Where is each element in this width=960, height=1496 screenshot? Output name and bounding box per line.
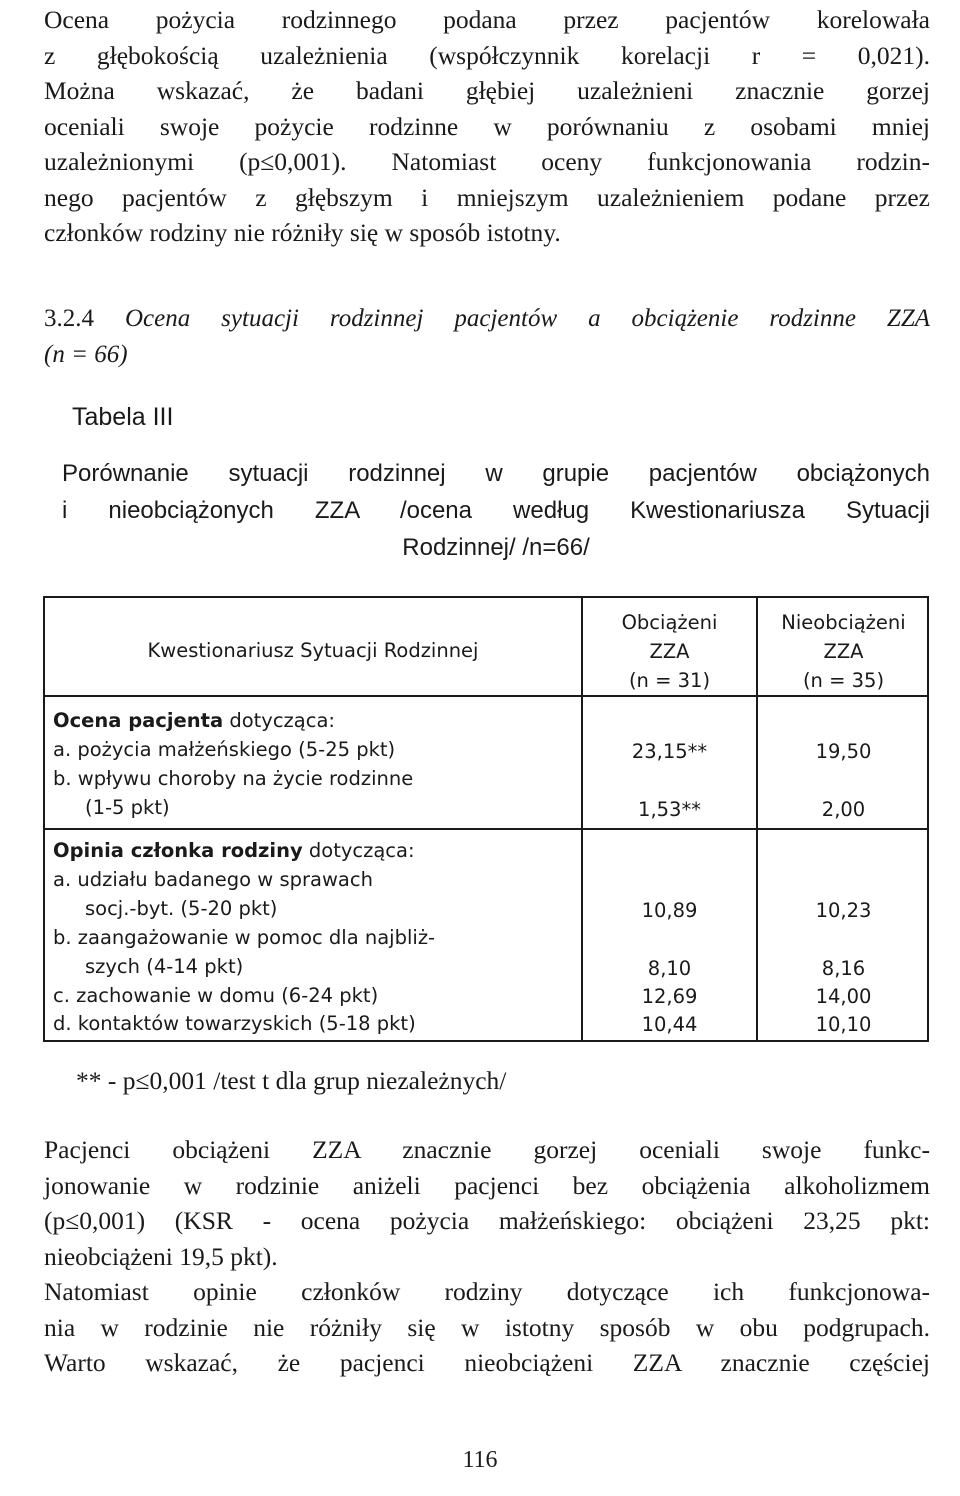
header-col-not-burdened: (n = 35) bbox=[802, 669, 885, 692]
text-line: członków rodziny nie różniły się w sposób istotny. bbox=[44, 218, 561, 247]
caption-line: Porównanie sytuacji rodzinnej w grupie pacjentów obciążonych bbox=[62, 460, 930, 487]
text-line: Można wskazać, że badani głębiej uzależnieni znacznie gorzej bbox=[44, 76, 930, 105]
value-burdened: 8,10 bbox=[647, 957, 692, 980]
row-label: b. wpływu choroby na życie rodzinne bbox=[53, 767, 414, 790]
value-burdened: 10,89 bbox=[641, 899, 698, 922]
header-col-questionnaire: Kwestionariusz Sytuacji Rodzinnej bbox=[147, 639, 479, 662]
row-label: c. zachowanie w domu (6-24 pkt) bbox=[53, 984, 379, 1007]
text-line: z głębokością uzależnienia (współczynnik korelacji r = 0,021). bbox=[44, 40, 930, 70]
header-col-burdened: Obciążeni bbox=[621, 611, 718, 634]
text-line: Warto wskazać, że pacjenci nieobciążeni ZZA znacznie częściej bbox=[44, 1348, 930, 1377]
text-line: uzależnionymi (p≤0,001). Natomiast oceny funkcjonowania rodzin- bbox=[44, 147, 930, 176]
group-divider bbox=[45, 828, 927, 830]
section-title-sample: (n = 66) bbox=[44, 341, 128, 368]
caption-line: i nieobciążonych ZZA /ocena według Kwestionariusza Sytuacji bbox=[62, 497, 930, 524]
header-col-not-burdened: Nieobciążeni bbox=[781, 611, 906, 634]
text-line: nieobciążeni 19,5 pkt). bbox=[44, 1241, 278, 1271]
value-not-burdened: 8,16 bbox=[821, 957, 866, 980]
row-label: socj.-byt. (5-20 pkt) bbox=[85, 897, 278, 920]
group-title-family-member: Opinia członka rodziny dotycząca: bbox=[53, 839, 415, 862]
text-line: oceniali swoje pożycie rodzinne w porównaniu z osobami mniej bbox=[44, 111, 930, 141]
text-line: jonowanie w rodzinie aniżeli pacjenci bez obciążenia alkoholizmem bbox=[44, 1170, 930, 1200]
section-title-line bbox=[44, 337, 930, 373]
header-col-not-burdened: ZZA bbox=[823, 640, 864, 663]
value-not-burdened: 2,00 bbox=[821, 798, 866, 821]
intro-paragraph bbox=[44, 2, 930, 251]
row-label: (1-5 pkt) bbox=[85, 796, 170, 819]
data-table bbox=[43, 596, 929, 1042]
value-not-burdened: 10,10 bbox=[815, 1013, 872, 1036]
section-title: Ocena sytuacji rodzinnej pacjentów a obciążenie rodzinne ZZA bbox=[124, 305, 931, 332]
value-burdened: 23,15** bbox=[631, 740, 708, 763]
header-col-burdened: (n = 31) bbox=[628, 669, 711, 692]
value-not-burdened: 14,00 bbox=[815, 985, 872, 1008]
section-heading bbox=[44, 301, 930, 373]
value-not-burdened: 10,23 bbox=[815, 899, 872, 922]
row-label: szych (4-14 pkt) bbox=[85, 955, 244, 978]
row-label: d. kontaktów towarzyskich (5-18 pkt) bbox=[53, 1012, 416, 1035]
text-line: nia w rodzinie nie różniły się w istotny sposób w obu podgrupach. bbox=[44, 1312, 930, 1342]
value-burdened: 10,44 bbox=[641, 1013, 698, 1036]
table-caption bbox=[62, 455, 930, 566]
value-burdened: 12,69 bbox=[641, 985, 698, 1008]
caption-line: Rodzinnej/ /n=66/ bbox=[402, 534, 590, 561]
group-title-patient: Ocena pacjenta dotycząca: bbox=[53, 709, 335, 732]
header-col-burdened: ZZA bbox=[649, 640, 690, 663]
page-number: 116 bbox=[462, 1447, 498, 1473]
section-title-line bbox=[44, 301, 930, 337]
outro-paragraph bbox=[44, 1132, 930, 1381]
header-divider bbox=[45, 695, 927, 697]
row-label: a. pożycia małżeńskiego (5-25 pkt) bbox=[53, 738, 396, 761]
table-footnote: ** - p≤0,001 /test t dla grup niezależnych/ bbox=[76, 1066, 507, 1095]
row-label: b. zaangażowanie w pomoc dla najbliż- bbox=[53, 926, 436, 949]
text-line: Ocena pożycia rodzinnego podana przez pacjentów korelowała bbox=[44, 5, 930, 34]
table-label: Tabela III bbox=[72, 403, 174, 431]
value-not-burdened: 19,50 bbox=[815, 740, 872, 763]
value-burdened: 1,53** bbox=[638, 798, 701, 821]
text-line: Pacjenci obciążeni ZZA znacznie gorzej oceniali swoje funkc- bbox=[44, 1135, 930, 1164]
row-label: a. udziału badanego w sprawach bbox=[53, 868, 373, 891]
text-line: Natomiast opinie członków rodziny dotyczące ich funkcjonowa- bbox=[44, 1277, 930, 1306]
text-line: (p≤0,001) (KSR - ocena pożycia małżeńskiego: obciążeni 23,25 pkt: bbox=[44, 1206, 930, 1235]
section-number: 3.2.4 bbox=[44, 305, 94, 332]
text-line: nego pacjentów z głębszym i mniejszym uzależnieniem podane przez bbox=[44, 182, 930, 212]
